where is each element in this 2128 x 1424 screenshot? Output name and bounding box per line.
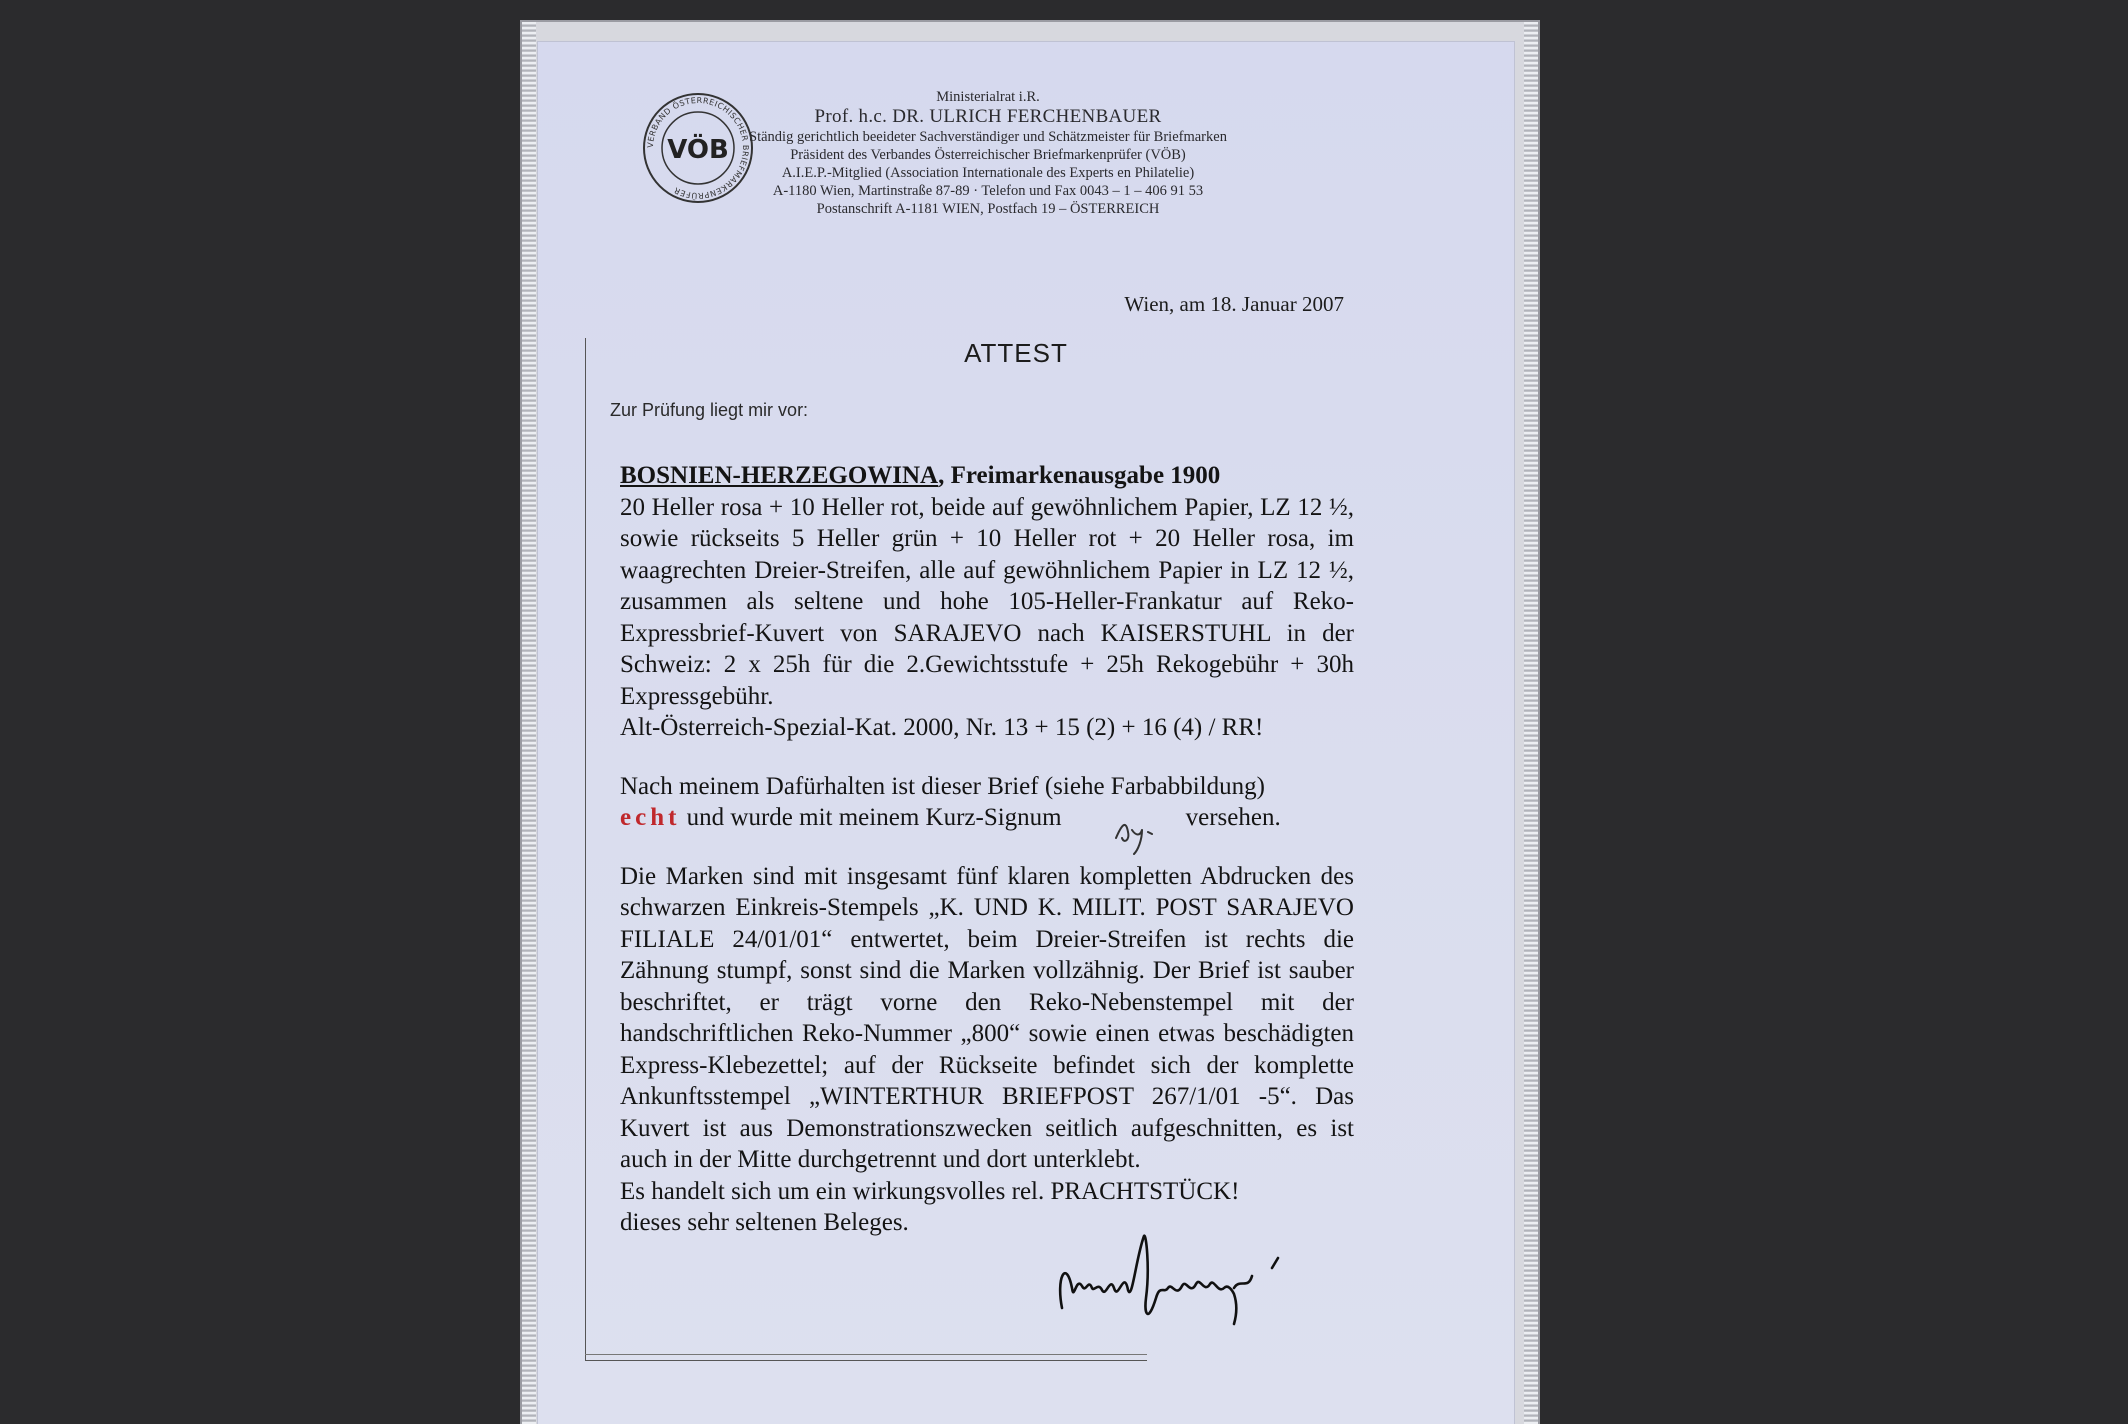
logo-ring-text: VERBAND ÖSTERREICHISCHER BRIEFMARKENPRÜFER (645, 95, 751, 201)
sleeve-edge-right (1524, 22, 1538, 1424)
letterhead-address: A-1180 Wien, Martinstraße 87-89 · Telefon und Fax 0043 – 1 – 406 91 53 (772, 183, 1204, 199)
genuine-mark: echt (620, 804, 681, 831)
opinion-line2 (620, 802, 1354, 834)
issue-name: , Freimarkenausgabe 1900 (938, 462, 1221, 489)
condition-description: Die Marken sind mit insgesamt fünf klaren kompletten Abdrucken des schwarzen Einkreis-Stempels „K. UND K. MILIT. POST SARAJEVO FILIALE 24/01/01“ entwertet, beim Dreier-Streifen ist rechts die Zähnung stumpf, sonst sind die Marken vollzähnig. Der Brief ist sauber beschriftet, er trägt vorne den Reko-Nebenstempel mit der handschriftlichen Reko-Nummer „800“ sowie einen etwas beschädigten Express-Klebezettel; auf der Rückseite befindet sich der komplette Ankunftsstempel „WINTERTHUR BRIEFPOST 267/1/01 -5“. Das Kuvert ist aus Demonstrationszwecken seitlich aufgeschnitten, es ist auch in der Mitte durchgetrennt und dort unterklebt. (620, 862, 1354, 1173)
letterhead (738, 88, 1238, 218)
closing-statement-end: dieses sehr seltenen Beleges. (620, 1209, 909, 1236)
letterhead-line: Präsident des Verbandes Österreichischer Briefmarkenprüfer (VÖB) (790, 147, 1186, 163)
opinion-text: und wurde mit meinem Kurz-Signum (680, 804, 1062, 831)
closing-statement: Es handelt sich um ein wirkungsvolles rel. PRACHTSTÜCK! (620, 1177, 1240, 1205)
certificate-page (538, 42, 1514, 1424)
document-title: ATTEST (964, 338, 1068, 368)
opinion-line: Nach meinem Dafürhalten ist dieser Brief (siehe Farbabbildung) (620, 772, 1265, 800)
letterhead-name: Prof. h.c. DR. ULRICH FERCHENBAUER (814, 106, 1162, 127)
bottom-rule (585, 1354, 1147, 1355)
letterhead-line: A.I.E.P.-Mitglied (Association Internationale des Experts en Philatelie) (781, 165, 1195, 181)
letterhead-line: Ständig gerichtlich beeideter Sachverständiger und Schätzmeister für Briefmarken (749, 129, 1227, 145)
opinion-text-end: versehen. (1185, 804, 1281, 831)
country-name: BOSNIEN-HERZEGOWINA (620, 462, 939, 489)
margin-rule (585, 338, 586, 1360)
item-description: 20 Heller rosa + 10 Heller rot, beide auf gewöhnlichem Papier, LZ 12 ½, sowie rückseits 5 Heller grün + 10 Heller rot + 20 Heller rosa, im waagrechten Dreier-Streifen, alle auf gewöhnlichem Papier in LZ 12 ½, zusammen als seltene und hohe 105-Heller-Frankatur auf Reko-Expressbrief-Kuvert von SARAJEVO nach KAISERSTUHL in der Schweiz: 2 x 25h für die 2.Gewichtsstufe + 25h Rekogebühr + 30h Expressgebühr. (620, 493, 1354, 710)
handwritten-signature (1048, 1228, 1308, 1338)
catalog-reference: Alt-Österreich-Spezial-Kat. 2000, Nr. 13 + 15 (2) + 16 (4) / RR! (620, 714, 1264, 741)
letterhead-title: Ministerialrat i.R. (936, 89, 1040, 105)
certificate-body (620, 460, 1354, 1239)
item-heading (620, 460, 1354, 492)
logo-text: VÖB (667, 135, 729, 165)
issue-date: Wien, am 18. Januar 2007 (1124, 292, 1344, 316)
short-signum (1108, 810, 1178, 860)
letterhead-postal: Postanschrift A-1181 WIEN, Postfach 19 – ÖSTERREICH (816, 201, 1160, 217)
intro-text: Zur Prüfung liegt mir vor: (610, 400, 809, 420)
sleeve-edge-left (522, 22, 536, 1424)
bottom-rule (585, 1360, 1147, 1361)
